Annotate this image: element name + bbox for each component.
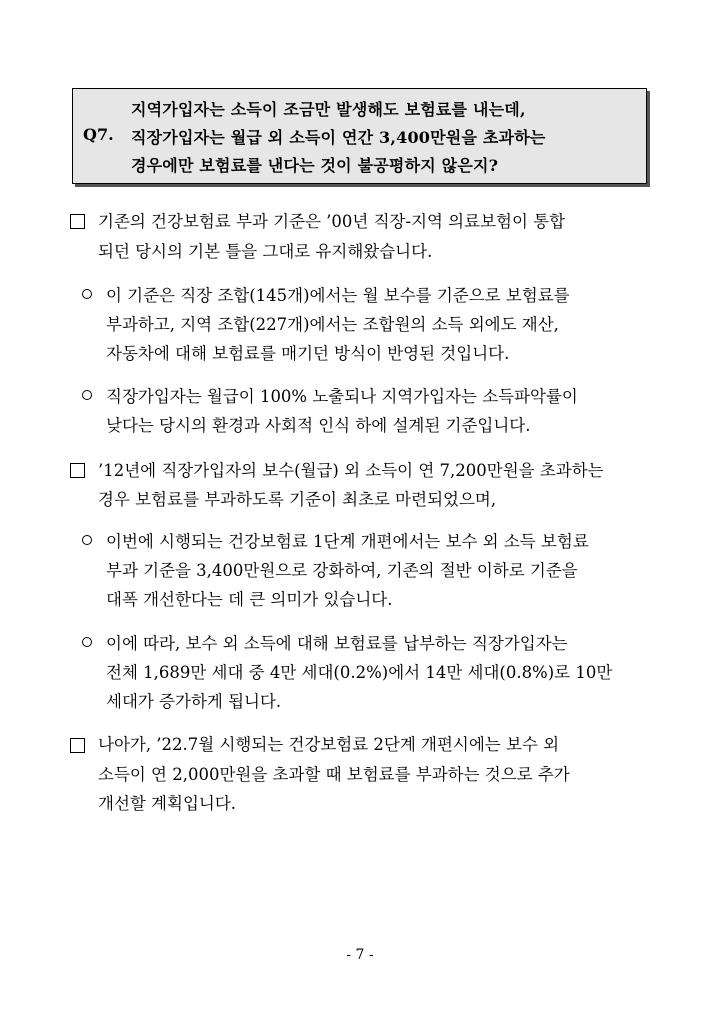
circle-bullet-icon — [82, 535, 92, 545]
circle-bullet-icon — [82, 637, 92, 647]
question-line-3: 경우에만 보험료를 낸다는 것이 불공평하지 않은지? — [131, 156, 499, 175]
section-2-line-3: 자동차에 대해 보험료를 매기던 방식이 반영된 것입니다. — [106, 344, 510, 363]
question-line-1: 지역가입자는 소득이 조금만 발생해도 보험료를 내는데, — [131, 100, 526, 119]
section-2-line-1: 이 기준은 직장 조합(145개)에서는 월 보수를 기준으로 보험료를 — [106, 286, 570, 305]
section-3-line-2: 낮다는 당시의 환경과 사회적 인식 하에 설계된 기준입니다. — [106, 416, 531, 435]
page-number: - 7 - — [346, 947, 374, 963]
section-5-line-2: 부과 기준을 3,400만원으로 강화하여, 기존의 절반 이하로 기준을 — [106, 561, 578, 580]
section-7-line-2: 소득이 연 2,000만원을 초과할 때 보험료를 부과하는 것으로 추가 — [98, 765, 570, 784]
section-7-line-1: 나아가, ’22.7월 시행되는 건강보험료 2단계 개편시에는 보수 외 — [98, 735, 560, 754]
square-bullet-icon — [70, 463, 85, 478]
section-6-line-2: 전체 1,689만 세대 중 4만 세대(0.2%)에서 14만 세대(0.8%)로 10만 — [106, 663, 613, 682]
question-box — [72, 88, 647, 184]
circle-bullet-icon — [82, 289, 92, 299]
section-2-line-2: 부과하고, 지역 조합(227개)에서는 조합원의 소득 외에도 재산, — [106, 315, 559, 334]
question-line-2: 직장가입자는 월급 외 소득이 연간 3,400만원을 초과하는 — [131, 128, 546, 147]
section-4-line-2: 경우 보험료를 부과하도록 기준이 최초로 마련되었으며, — [98, 490, 497, 509]
section-1-line-1: 기존의 건강보험료 부과 기준은 ’00년 직장-지역 의료보험이 통합 — [98, 212, 566, 231]
square-bullet-icon — [70, 738, 85, 753]
section-4-line-1: ’12년에 직장가입자의 보수(월급) 외 소득이 연 7,200만원을 초과하는 — [98, 461, 604, 480]
section-5-line-3: 대폭 개선한다는 데 큰 의미가 있습니다. — [106, 590, 393, 609]
section-7-line-3: 개선할 계획입니다. — [98, 794, 237, 813]
square-bullet-icon — [70, 214, 85, 229]
section-3-line-1: 직장가입자는 월급이 100% 노출되나 지역가입자는 소득파악률이 — [106, 387, 578, 406]
question-number: Q7. — [83, 125, 114, 144]
section-5-line-1: 이번에 시행되는 건강보험료 1단계 개편에서는 보수 외 소득 보험료 — [106, 532, 589, 551]
circle-bullet-icon — [82, 390, 92, 400]
section-1-line-2: 되던 당시의 기본 틀을 그대로 유지해왔습니다. — [98, 242, 433, 261]
section-6-line-1: 이에 따라, 보수 외 소득에 대해 보험료를 납부하는 직장가입자는 — [106, 634, 568, 653]
section-6-line-3: 세대가 증가하게 됩니다. — [106, 692, 282, 711]
